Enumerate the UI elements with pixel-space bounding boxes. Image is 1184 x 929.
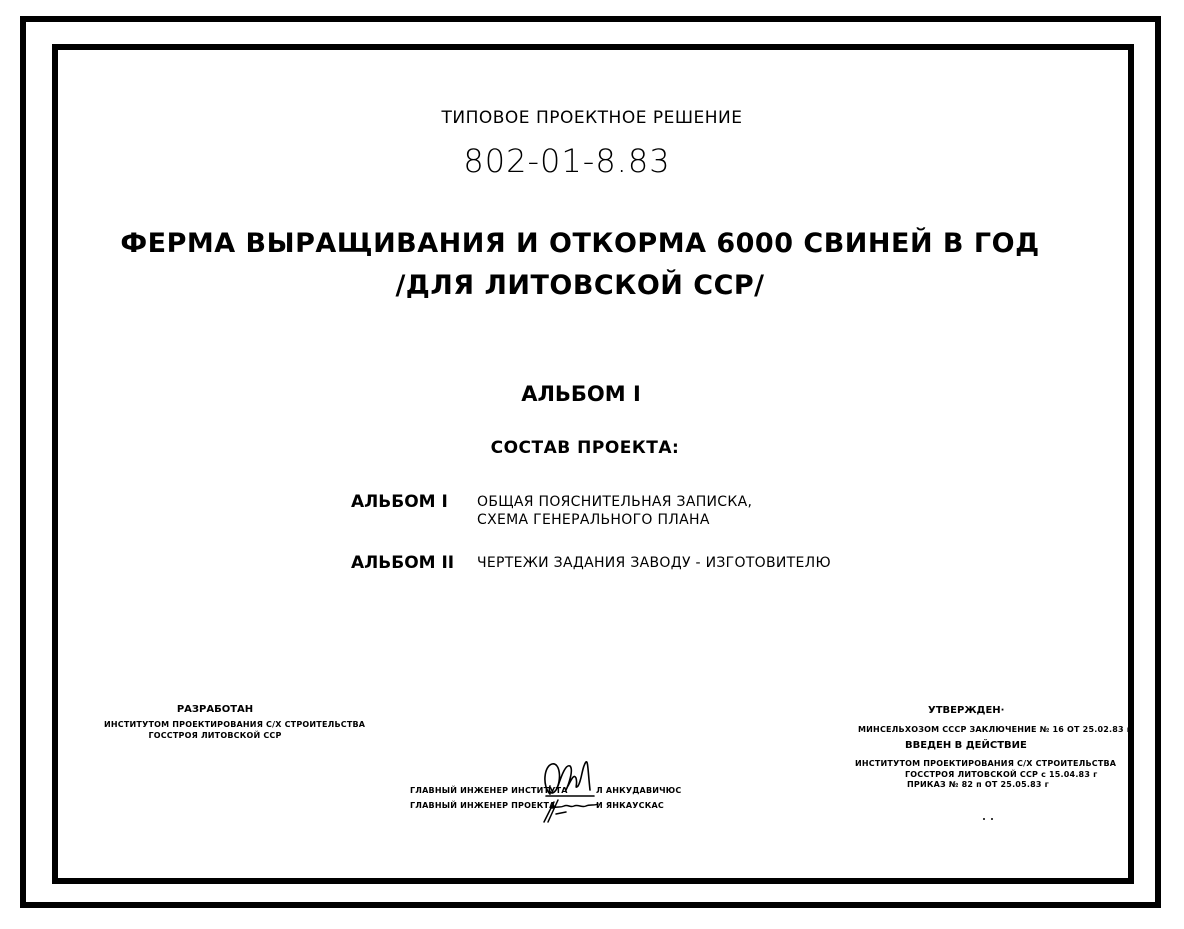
signature-role-1: ГЛАВНЫЙ ИНЖЕНЕР ИНСТИТУТА	[410, 786, 568, 795]
album-number: АЛЬБОМ I	[521, 382, 641, 406]
composition-heading: СОСТАВ ПРОЕКТА:	[490, 438, 680, 458]
developed-line-1: ИНСТИТУТОМ ПРОЕКТИРОВАНИЯ С/Х СТРОИТЕЛЬСТВА	[104, 720, 366, 729]
document-type-heading: ТИПОВОЕ ПРОЕКТНОЕ РЕШЕНИЕ	[441, 108, 743, 128]
approved-line-1: МИНСЕЛЬХОЗОМ СССР ЗАКЛЮЧЕНИЕ № 16 ОТ 25.02.83 г	[858, 725, 1132, 734]
enacted-heading: ВВЕДЕН В ДЕЙСТВИЕ	[905, 740, 1027, 751]
volume-1-line-1: ОБЩАЯ ПОЯСНИТЕЛЬНАЯ ЗАПИСКА,	[477, 494, 753, 510]
volume-2-line-1: ЧЕРТЕЖИ ЗАДАНИЯ ЗАВОДУ - ИЗГОТОВИТЕЛЮ	[477, 555, 831, 571]
volume-1-label: АЛЬБОМ I	[351, 492, 448, 512]
title-line-2: /ДЛЯ ЛИТОВСКОЙ ССР/	[395, 270, 765, 301]
signature-name-1: Л АНКУДАВИЧЮС	[596, 786, 682, 795]
signature-name-2: И ЯНКАУСКАС	[596, 801, 664, 810]
approved-line-3: ГОССТРОЯ ЛИТОВСКОЙ ССР с 15.04.83 г	[905, 770, 1098, 779]
ink-specks	[982, 816, 996, 822]
signature-role-2: ГЛАВНЫЙ ИНЖЕНЕР ПРОЕКТА	[410, 801, 556, 810]
volume-2-label: АЛЬБОМ II	[351, 553, 455, 573]
developed-line-2: ГОССТРОЯ ЛИТОВСКОЙ ССР	[148, 731, 282, 740]
approved-heading: УТВЕРЖДЕН·	[928, 705, 1005, 716]
project-code: 802-01-8.83	[463, 142, 671, 180]
volume-1-line-2: СХЕМА ГЕНЕРАЛЬНОГО ПЛАНА	[477, 512, 710, 528]
title-line-1: ФЕРМА ВЫРАЩИВАНИЯ И ОТКОРМА 6000 СВИНЕЙ В ГОД	[120, 228, 1040, 259]
approved-line-2: ИНСТИТУТОМ ПРОЕКТИРОВАНИЯ С/Х СТРОИТЕЛЬСТВА	[855, 759, 1117, 768]
handwritten-signature-2	[540, 792, 600, 826]
approved-line-4: ПРИКАЗ № 82 п ОТ 25.05.83 г	[907, 780, 1049, 789]
developed-heading: РАЗРАБОТАН	[176, 704, 254, 715]
